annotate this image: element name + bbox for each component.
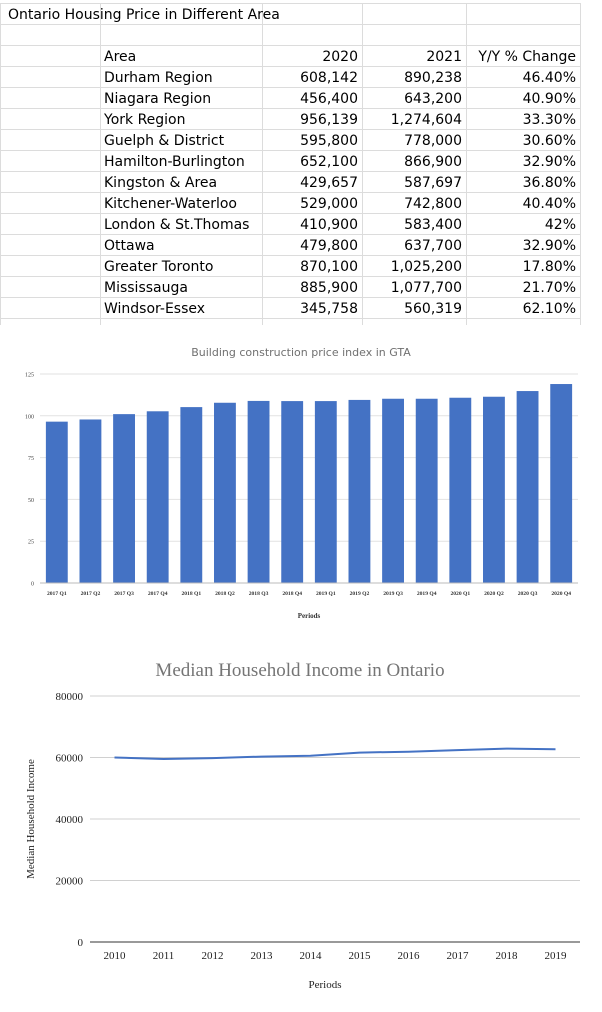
table-cell-2021: 587,697 xyxy=(404,175,462,191)
y-axis-label: Median Household Income xyxy=(25,759,37,879)
table-cell-2021: 583,400 xyxy=(404,217,462,233)
table-cell-change: 36.80% xyxy=(522,175,576,191)
table-cell-2020: 870,100 xyxy=(300,259,358,275)
table-cell-area: London & St.Thomas xyxy=(104,217,250,233)
x-tick-label: 2016 xyxy=(397,950,420,962)
y-tick-label: 20000 xyxy=(55,875,83,888)
bar xyxy=(248,401,270,583)
y-tick-label: 100 xyxy=(25,414,34,421)
table-cell-change: 32.90% xyxy=(522,238,576,254)
table-cell-2021: 560,319 xyxy=(404,301,462,317)
x-tick-label: 2018 Q3 xyxy=(248,591,269,597)
y-tick-label: 125 xyxy=(25,372,34,379)
table-cell-2020: 595,800 xyxy=(300,133,358,149)
table-cell-2020: 456,400 xyxy=(300,91,358,107)
table-cell-2021: 1,077,700 xyxy=(390,280,462,296)
x-tick-label: 2014 xyxy=(299,950,322,962)
x-tick-label: 2018 Q2 xyxy=(215,591,235,597)
bar xyxy=(550,384,572,583)
x-tick-label: 2011 xyxy=(152,950,175,962)
x-tick-label: 2017 Q2 xyxy=(80,591,101,597)
table-cell-change: 17.80% xyxy=(522,259,576,275)
median-income-line-chart xyxy=(0,648,602,1012)
y-tick-label: 25 xyxy=(28,539,34,546)
grid-line xyxy=(580,3,581,325)
table-cell-change: 40.90% xyxy=(522,91,576,107)
x-tick-label: 2020 Q1 xyxy=(450,591,471,597)
table-cell-2020: 652,100 xyxy=(300,154,358,170)
bar xyxy=(517,391,539,583)
x-tick-label: 2017 Q1 xyxy=(46,591,67,597)
table-cell-2021: 890,238 xyxy=(404,70,462,86)
x-tick-label: 2019 xyxy=(544,950,567,962)
housing-price-table xyxy=(0,0,602,325)
y-tick-label: 0 xyxy=(31,581,34,588)
table-cell-2021: 1,025,200 xyxy=(390,259,462,275)
table-cell-change: 32.90% xyxy=(522,154,576,170)
chart-title: Median Household Income in Ontario xyxy=(155,660,445,681)
table-cell-area: Hamilton-Burlington xyxy=(104,154,245,170)
bar xyxy=(449,398,471,583)
table-cell-change: 42% xyxy=(544,217,576,233)
table-cell-2021: 742,800 xyxy=(404,196,462,212)
x-tick-label: 2020 Q4 xyxy=(551,591,572,597)
table-cell-change: 33.30% xyxy=(522,112,576,128)
table-cell-2021: 1,274,604 xyxy=(390,112,462,128)
y-tick-label: 80000 xyxy=(55,691,83,703)
x-tick-label: 2013 xyxy=(250,950,273,962)
table-cell-change: 40.40% xyxy=(522,196,576,212)
x-axis-label: Periods xyxy=(308,979,342,991)
y-tick-label: 50 xyxy=(28,497,34,504)
x-tick-label: 2017 Q3 xyxy=(114,591,134,597)
grid-line xyxy=(0,45,580,46)
y-tick-label: 60000 xyxy=(55,752,83,765)
table-cell-area: Niagara Region xyxy=(104,91,212,107)
table-cell-area: Guelph & District xyxy=(104,133,225,149)
column-header-change: Y/Y % Change xyxy=(478,49,576,65)
table-cell-2021: 778,000 xyxy=(404,133,462,149)
y-tick-label: 0 xyxy=(77,937,83,949)
table-cell-2020: 885,900 xyxy=(300,280,358,296)
x-tick-label: 2018 xyxy=(495,950,518,962)
bar xyxy=(483,397,505,583)
x-tick-label: 2019 Q1 xyxy=(315,591,336,597)
table-cell-2021: 637,700 xyxy=(404,238,462,254)
x-tick-label: 2020 Q2 xyxy=(484,591,504,597)
table-cell-area: Windsor-Essex xyxy=(104,301,206,317)
table-cell-2020: 608,142 xyxy=(300,70,358,86)
bar xyxy=(80,419,102,583)
bar xyxy=(214,403,236,583)
table-cell-2020: 956,139 xyxy=(300,112,358,128)
x-tick-label: 2019 Q2 xyxy=(349,591,370,597)
x-tick-label: 2017 xyxy=(446,950,469,962)
x-tick-label: 2018 Q4 xyxy=(282,591,303,597)
table-cell-2020: 479,800 xyxy=(300,238,358,254)
construction-index-bar-chart xyxy=(0,338,602,628)
bar xyxy=(147,411,169,583)
x-tick-label: 2020 Q3 xyxy=(517,591,538,597)
y-tick-label: 40000 xyxy=(55,814,83,826)
column-header-2020: 2020 xyxy=(322,49,358,65)
bar xyxy=(281,401,303,583)
table-cell-2020: 345,758 xyxy=(300,301,358,317)
bar xyxy=(349,400,371,583)
bar xyxy=(180,407,202,583)
x-tick-label: 2019 Q3 xyxy=(383,591,403,597)
table-cell-2020: 529,000 xyxy=(300,196,358,212)
bar xyxy=(416,399,438,583)
y-tick-label: 75 xyxy=(28,456,34,463)
column-header-area: Area xyxy=(104,49,137,65)
x-tick-label: 2015 xyxy=(348,950,371,962)
table-cell-2021: 866,900 xyxy=(404,154,462,170)
table-cell-change: 46.40% xyxy=(522,70,576,86)
x-tick-label: 2010 xyxy=(103,950,126,962)
x-tick-label: 2018 Q1 xyxy=(181,591,202,597)
bar xyxy=(113,414,135,583)
table-cell-change: 62.10% xyxy=(522,301,576,317)
x-tick-label: 2012 xyxy=(201,950,224,962)
column-header-2021: 2021 xyxy=(426,49,462,65)
table-cell-area: Greater Toronto xyxy=(104,259,214,275)
table-cell-change: 21.70% xyxy=(522,280,576,296)
x-axis-label: Periods xyxy=(297,612,321,620)
table-cell-2021: 643,200 xyxy=(404,91,462,107)
table-cell-area: Kitchener-Waterloo xyxy=(104,196,237,212)
bar xyxy=(315,401,337,583)
table-cell-2020: 429,657 xyxy=(300,175,358,191)
table-cell-area: York Region xyxy=(104,112,186,128)
grid-line xyxy=(0,3,580,4)
table-cell-area: Kingston & Area xyxy=(104,175,218,191)
table-cell-change: 30.60% xyxy=(522,133,576,149)
x-tick-label: 2019 Q4 xyxy=(416,591,437,597)
table-title: Ontario Housing Price in Different Area xyxy=(8,7,280,23)
x-tick-label: 2017 Q4 xyxy=(147,591,168,597)
chart-title: Building construction price index in GTA xyxy=(191,346,411,359)
bar xyxy=(382,399,404,583)
bar xyxy=(46,422,68,583)
table-cell-area: Durham Region xyxy=(104,70,213,86)
table-cell-2020: 410,900 xyxy=(300,217,358,233)
table-cell-area: Mississauga xyxy=(104,280,188,296)
table-cell-area: Ottawa xyxy=(104,238,155,254)
